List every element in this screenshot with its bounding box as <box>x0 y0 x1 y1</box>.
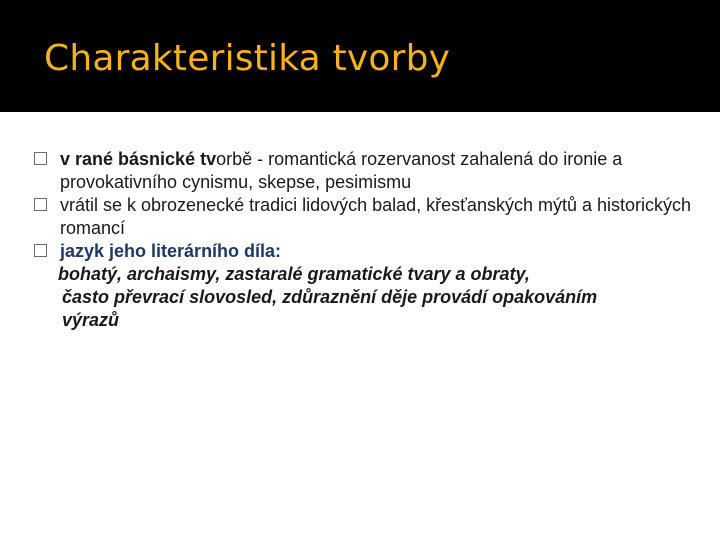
bullet-1-text: orbě - romantická rozervanost zahalená do ironie a provokativního cynismu, skepse, pesimismu <box>60 149 623 192</box>
bullet-2-text: vrátil se k obrozenecké tradici lidových balad, křesťanských mýtů a historických romancí <box>60 195 692 238</box>
bullet-item-2 <box>34 194 694 240</box>
bullet-item-1 <box>34 148 694 194</box>
bullet-item-3 <box>34 240 694 263</box>
detail-line-3: výrazů <box>62 310 120 330</box>
slide-title: Charakteristika tvorby <box>44 38 451 79</box>
bullet-3-detail <box>34 263 694 332</box>
title-bar <box>0 0 720 112</box>
bullet-3-emphasis: jazyk jeho literárního díla: <box>60 241 282 261</box>
slide-content <box>34 148 694 332</box>
checkbox-square-icon <box>34 244 47 257</box>
bullet-1-lead: v rané básnické tv <box>60 149 217 169</box>
checkbox-square-icon <box>34 198 47 211</box>
detail-line-1: bohatý, archaismy, zastaralé gramatické tvary a obraty, <box>58 264 530 284</box>
detail-line-2: často převrací slovosled, zdůraznění děje provádí opakováním <box>62 287 598 307</box>
checkbox-square-icon <box>34 152 47 165</box>
